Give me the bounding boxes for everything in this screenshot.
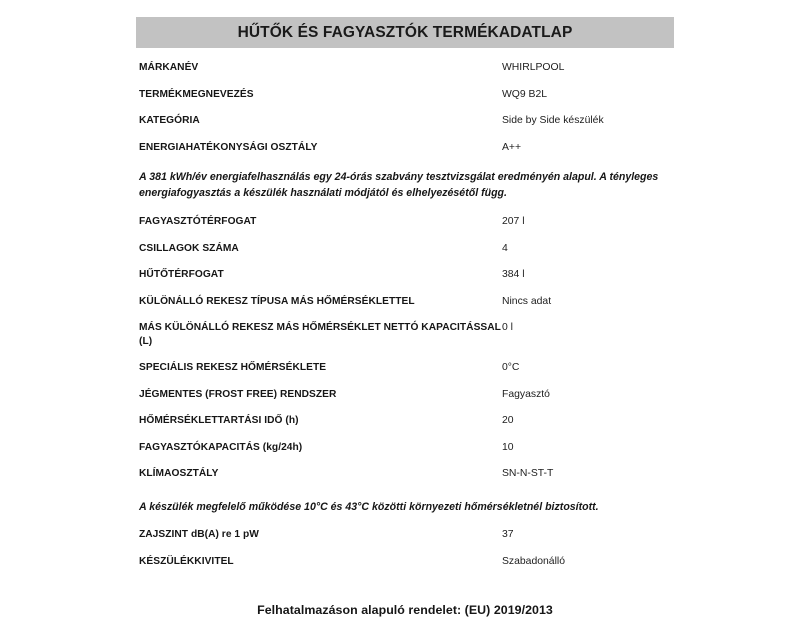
spec-value: SN-N-ST-T [502, 468, 554, 479]
table-row [136, 84, 674, 111]
spec-label: KÜLÖNÁLLÓ REKESZ TÍPUSA MÁS HŐMÉRSÉKLETTEL [139, 295, 415, 307]
table-row [136, 291, 674, 318]
spec-value: Side by Side készülék [502, 115, 604, 126]
spec-value: 4 [502, 242, 508, 254]
table-row [136, 264, 674, 291]
spec-value: 20 [502, 415, 514, 426]
spec-label: JÉGMENTES (FROST FREE) RENDSZER [139, 388, 337, 400]
product-fiche [136, 17, 674, 617]
spec-rows-middle [136, 211, 674, 490]
spec-rows-top [136, 48, 674, 163]
spec-value: Fagyasztó [502, 388, 550, 400]
spec-label: FAGYASZTÓTÉRFOGAT [139, 216, 257, 227]
spec-value: 37 [502, 529, 514, 540]
table-row [136, 357, 674, 384]
spec-label: CSILLAGOK SZÁMA [139, 242, 239, 254]
spec-label: TERMÉKMEGNEVEZÉS [139, 88, 254, 100]
table-row [136, 137, 674, 164]
spec-value: WQ9 B2L [502, 88, 548, 100]
table-row [136, 524, 674, 551]
spec-value: A++ [502, 141, 522, 153]
table-row [136, 317, 674, 357]
spec-value: 384 l [502, 269, 525, 280]
table-row [136, 57, 674, 84]
spec-label: HŰTŐTÉRFOGAT [139, 269, 224, 280]
table-row [136, 211, 674, 238]
spec-label: HŐMÉRSÉKLETTARTÁSI IDŐ (h) [139, 415, 299, 426]
table-row [136, 238, 674, 265]
table-row [136, 437, 674, 464]
spec-value: Nincs adat [502, 295, 552, 307]
table-row [136, 410, 674, 437]
spec-value: WHIRLPOOL [502, 62, 565, 73]
spec-label: ZAJSZINT dB(A) re 1 pW [139, 529, 259, 540]
spec-rows-bottom [136, 524, 674, 577]
spec-value: 0°C [502, 362, 520, 373]
spec-label: MÁRKANÉV [139, 62, 199, 73]
document-title-band [136, 17, 674, 48]
spec-label: KATEGÓRIA [139, 115, 200, 126]
spec-label: MÁS KÜLÖNÁLLÓ REKESZ MÁS HŐMÉRSÉKLET NETTÓ KAPACITÁSSAL (L) [139, 322, 501, 347]
spec-label: KLÍMAOSZTÁLY [139, 468, 219, 479]
spec-label: FAGYASZTÓKAPACITÁS (kg/24h) [139, 441, 303, 453]
spec-label: KÉSZÜLÉKKIVITEL [139, 555, 234, 567]
table-row [136, 551, 674, 578]
spec-value: 0 l [502, 322, 513, 333]
table-row [136, 384, 674, 411]
spec-value: 207 l [502, 216, 525, 227]
climate-range-note: A készülék megfelelő működése 10°C és 43°C közötti környezeti hőmérsékletnél biztosított. [139, 500, 599, 513]
spec-value: 10 [502, 441, 514, 453]
spec-value: Szabadonálló [502, 555, 565, 567]
table-row [136, 463, 674, 490]
table-row [136, 110, 674, 137]
energy-consumption-note: A 381 kWh/év energiafelhasználás egy 24-órás szabvány tesztvizsgálat eredményén alapul. A tényleges energiafogyasztás a készülék használati módjától és elhelyezésétől függ. [139, 171, 659, 199]
regulation-footer: Felhatalmazáson alapuló rendelet: (EU) 2019/2013 [257, 603, 553, 617]
spec-label: ENERGIAHATÉKONYSÁGI OSZTÁLY [139, 141, 318, 153]
page-title: HŰTŐK ÉS FAGYASZTÓK TERMÉKADATLAP [237, 23, 573, 41]
spec-label: SPECIÁLIS REKESZ HŐMÉRSÉKLETE [139, 362, 327, 373]
